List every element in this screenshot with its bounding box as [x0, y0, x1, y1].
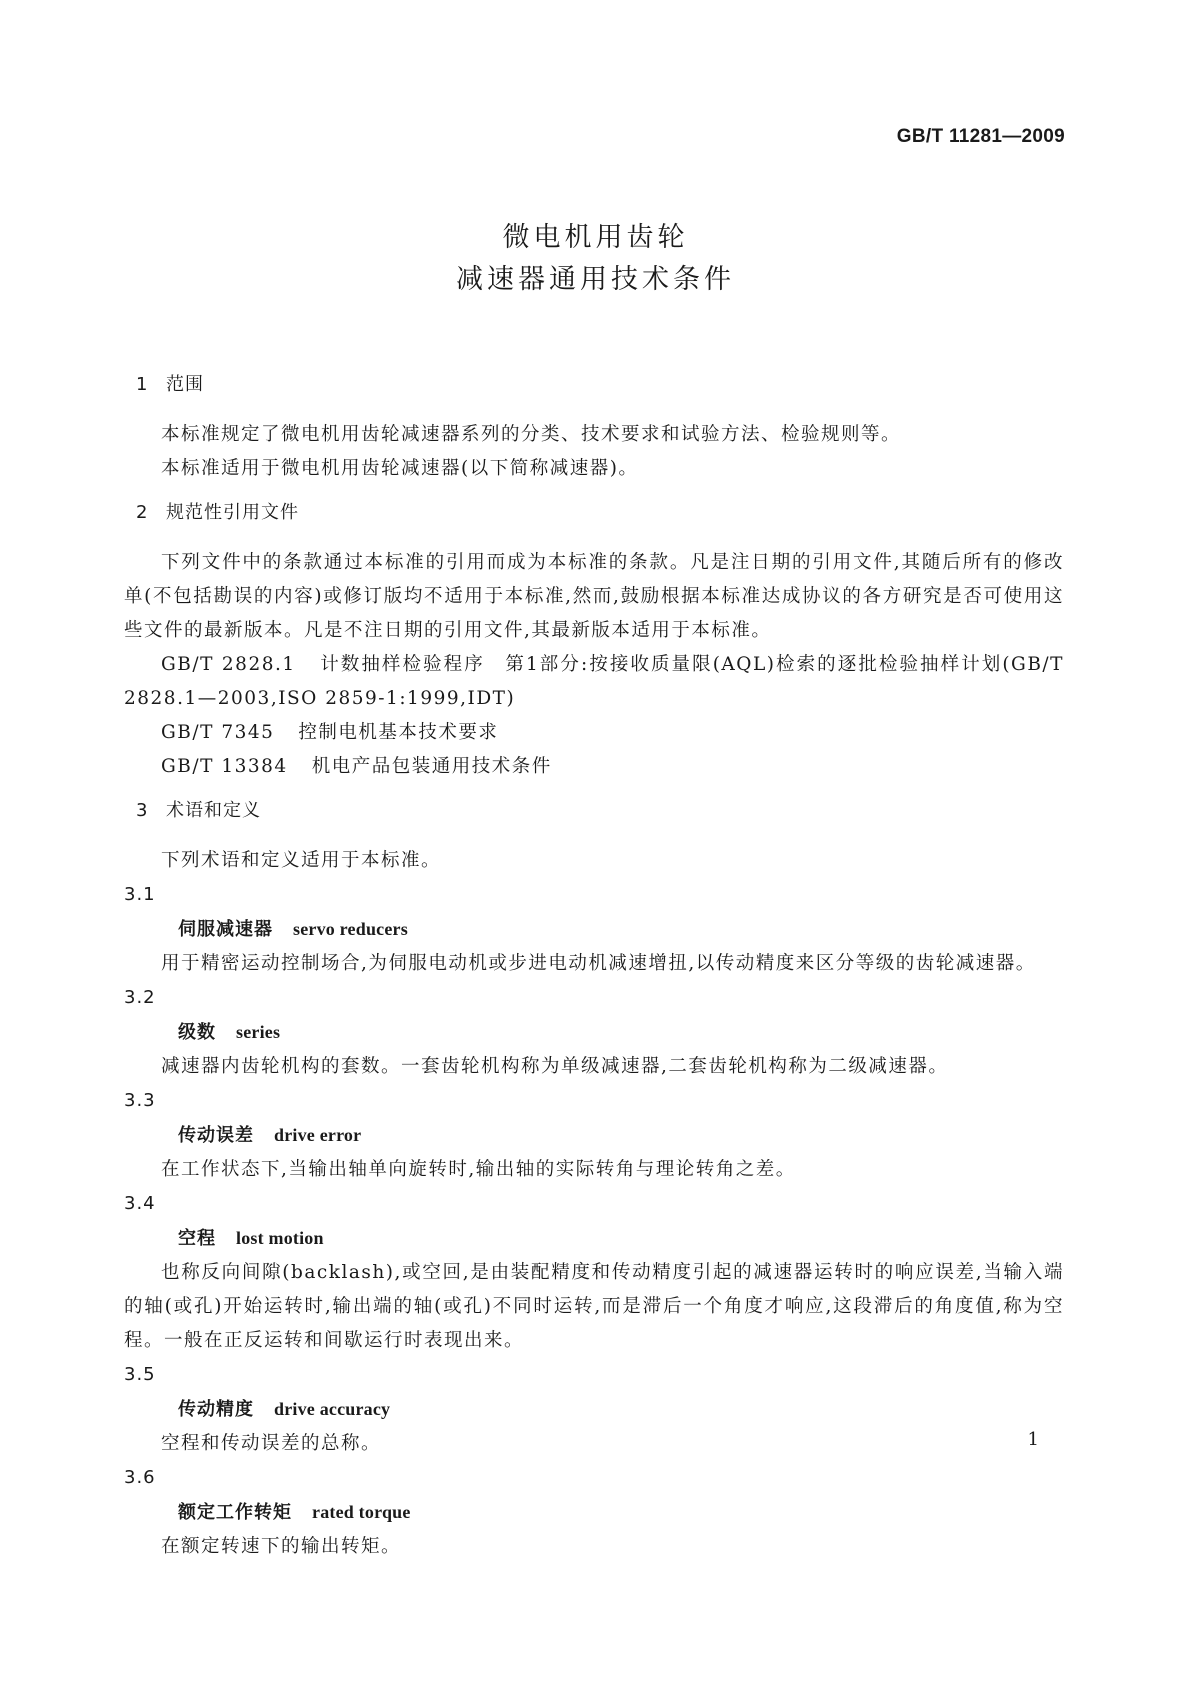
reference-code: GB/T 13384	[161, 756, 288, 777]
page-number: 1	[1027, 1429, 1039, 1450]
term-definition: 用于精密运动控制场合,为伺服电动机或步进电动机减速增扭,以传动精度来区分等级的齿轮减速器。	[161, 953, 1036, 974]
term-definition: 空程和传动误差的总称。	[161, 1433, 382, 1454]
section-title: 术语和定义	[166, 800, 261, 821]
term-definition: 也称反向间隙(backlash),或空回,是由装配精度和传动精度引起的减速器运转时的响应误差,当输入端的轴(或孔)开始运转时,输出端的轴(或孔)不同时运转,而是滞后一个角度才响应,这段滞后的角度值,称为空程。一般在正反运转和间歇运行时表现出来。	[124, 1262, 1064, 1351]
standard-number: GB/T 11281—2009	[896, 126, 1065, 147]
term-en: lost motion	[236, 1228, 324, 1248]
term-number: 3.2	[124, 987, 156, 1008]
term-zh: 传动误差	[178, 1125, 254, 1146]
section-1-heading	[136, 372, 1064, 398]
term-en: series	[236, 1022, 281, 1042]
paragraph: 本标准规定了微电机用齿轮减速器系列的分类、技术要求和试验方法、检验规则等。	[161, 424, 902, 445]
term-definition: 在工作状态下,当输出轴单向旋转时,输出轴的实际转角与理论转角之差。	[161, 1159, 796, 1180]
term-number: 3.6	[124, 1467, 156, 1488]
term-heading	[178, 1221, 1064, 1256]
term-en: servo reducers	[293, 919, 408, 939]
term-zh: 伺服减速器	[178, 919, 273, 940]
section-number: 3	[136, 800, 149, 821]
paragraph: 下列术语和定义适用于本标准。	[161, 850, 442, 871]
term-number: 3.1	[124, 884, 156, 905]
reference-code: GB/T 2828.1	[161, 654, 296, 675]
document-title-line2: 减速器通用技术条件	[456, 264, 735, 295]
section-title: 范围	[166, 374, 204, 395]
paragraph: 下列文件中的条款通过本标准的引用而成为本标准的条款。凡是注日期的引用文件,其随后所有的修改单(不包括勘误的内容)或修订版均不适用于本标准,然而,鼓励根据本标准达成协议的各方研究是否可使用这些文件的最新版本。凡是不注日期的引用文件,其最新版本适用于本标准。	[124, 552, 1064, 641]
term-zh: 传动精度	[178, 1399, 254, 1420]
term-definition: 减速器内齿轮机构的套数。一套齿轮机构称为单级减速器,二套齿轮机构称为二级减速器。	[161, 1056, 949, 1077]
section-number: 1	[136, 374, 149, 395]
section-number: 2	[136, 502, 149, 523]
term-heading	[178, 1392, 1064, 1427]
term-number: 3.4	[124, 1193, 156, 1214]
term-heading	[178, 1015, 1064, 1050]
term-definition: 在额定转速下的输出转矩。	[161, 1536, 402, 1557]
section-3-heading	[136, 798, 1064, 824]
document-title-line1: 微电机用齿轮	[502, 222, 689, 253]
term-number: 3.3	[124, 1090, 156, 1111]
normative-reference	[124, 750, 1064, 784]
paragraph: 本标准适用于微电机用齿轮减速器(以下简称减速器)。	[161, 458, 639, 479]
reference-title: 计数抽样检验程序 第1部分:按接收质量限(AQL)检索的逐批检验抽样计划(GB/T 2828.1—2003,ISO 2859-1:1999,IDT)	[124, 654, 1064, 709]
term-zh: 级数	[178, 1022, 216, 1043]
reference-title: 机电产品包装通用技术条件	[311, 756, 552, 777]
document-body	[124, 372, 1064, 1564]
reference-code: GB/T 7345	[161, 722, 275, 743]
term-heading	[178, 1118, 1064, 1153]
normative-reference	[124, 716, 1064, 750]
reference-title: 控制电机基本技术要求	[298, 722, 499, 743]
term-en: drive error	[274, 1125, 362, 1145]
term-en: rated torque	[312, 1502, 411, 1522]
section-title: 规范性引用文件	[166, 502, 299, 523]
term-zh: 额定工作转矩	[178, 1502, 292, 1523]
section-2-heading	[136, 500, 1064, 526]
term-number: 3.5	[124, 1364, 156, 1385]
term-en: drive accuracy	[274, 1399, 391, 1419]
term-heading	[178, 912, 1064, 947]
term-zh: 空程	[178, 1228, 216, 1249]
term-heading	[178, 1495, 1064, 1530]
normative-reference	[124, 648, 1064, 716]
